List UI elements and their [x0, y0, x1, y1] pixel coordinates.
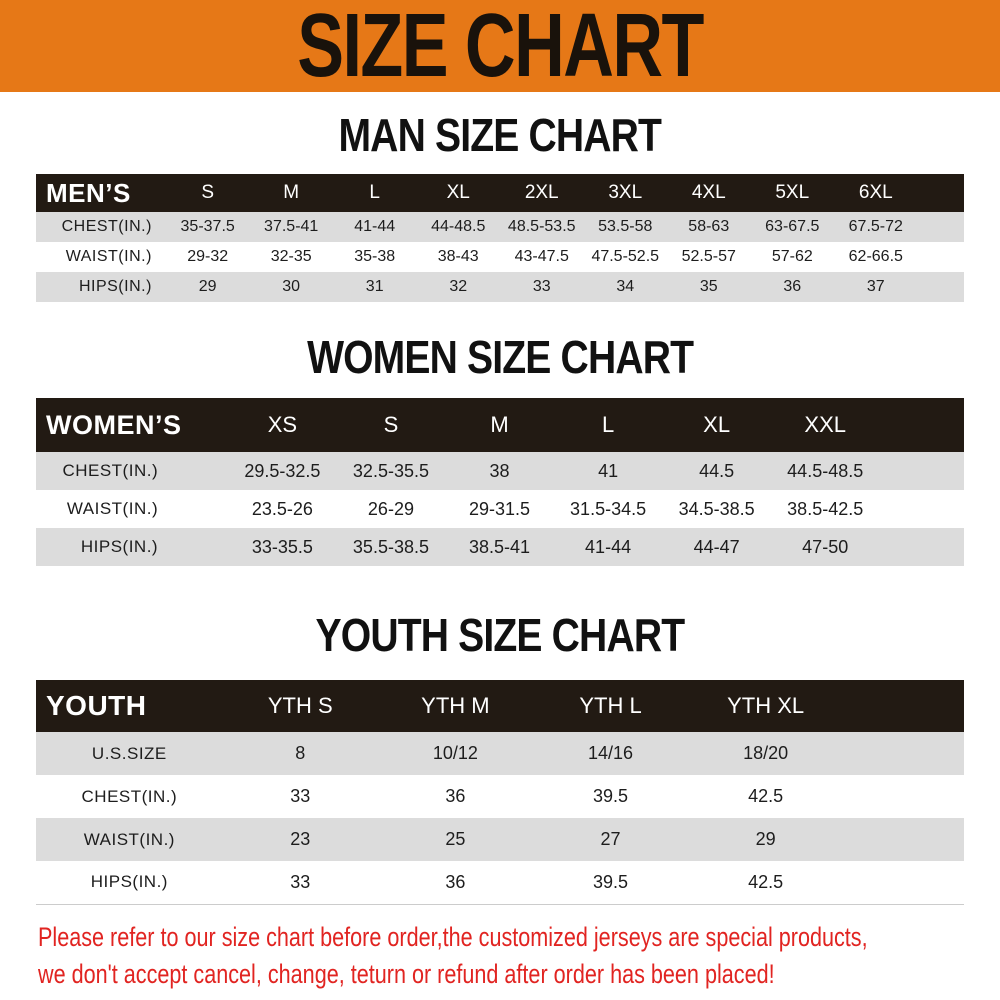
table-title-cell: WOMEN’S — [46, 409, 182, 440]
measurement-label-cell: CHEST(IN.) — [62, 461, 159, 480]
measurement-value-cell: 44-48.5 — [431, 218, 486, 235]
measurement-value-cell: 52.5-57 — [681, 248, 736, 265]
measurement-value-cell: 37 — [866, 278, 885, 295]
table-row — [36, 452, 964, 490]
measurement-value-cell: 23.5-26 — [251, 498, 313, 519]
measurement-value-cell: 41 — [598, 460, 619, 481]
measurement-value-cell: 29-31.5 — [468, 498, 531, 519]
measurement-value-cell: 33 — [290, 786, 311, 806]
spacer-cell — [843, 861, 964, 904]
measurement-value-cell: 63-67.5 — [765, 218, 820, 235]
spacer-cell — [843, 732, 964, 775]
measurement-value-cell: 42.5 — [748, 871, 784, 892]
measurement-value-cell: 39.5 — [592, 786, 629, 806]
size-column-header: XL — [446, 182, 470, 203]
measurement-value-cell: 38.5-41 — [468, 536, 531, 557]
measurement-value-cell: 36 — [445, 786, 466, 806]
spacer-cell — [918, 272, 964, 302]
disclaimer-line: Please refer to our size chart before order,the customized jerseys are special products, — [38, 921, 868, 952]
measurement-value-cell: 36 — [445, 871, 466, 892]
measurement-value-cell: 35-37.5 — [180, 218, 235, 235]
measurement-value-cell: 8 — [295, 743, 306, 763]
spacer-cell — [843, 680, 964, 732]
size-column-header: M — [283, 182, 300, 203]
measurement-value-cell: 38.5-42.5 — [787, 498, 864, 519]
size-column-header: YTH L — [579, 693, 642, 718]
size-column-header: XXL — [804, 412, 846, 437]
measurement-value-cell: 35.5-38.5 — [352, 536, 429, 557]
measurement-value-cell: 33-35.5 — [251, 536, 313, 557]
table-header-row — [36, 174, 964, 212]
size-column-header: YTH XL — [727, 693, 805, 718]
page-title: SIZE CHART — [297, 0, 703, 96]
measurement-value-cell: 34 — [616, 278, 635, 295]
measurement-value-cell: 25 — [445, 829, 466, 849]
man-section-heading — [0, 109, 1000, 161]
measurement-value-cell: 33 — [532, 278, 551, 295]
measurement-value-cell: 44.5-48.5 — [787, 460, 864, 481]
spacer-cell — [918, 212, 964, 242]
measurement-value-cell: 36 — [783, 278, 802, 295]
table-row — [36, 490, 964, 528]
measurement-value-cell: 44.5 — [699, 460, 735, 481]
measurement-value-cell: 33 — [290, 871, 311, 892]
table-row — [36, 775, 964, 818]
men-size-table — [36, 174, 964, 302]
spacer-cell — [879, 528, 964, 566]
youth-section-heading — [0, 609, 1000, 661]
measurement-label-cell: HIPS(IN.) — [90, 872, 168, 892]
size-column-header: 5XL — [775, 182, 810, 203]
measurement-value-cell: 47-50 — [802, 536, 849, 557]
measurement-label-cell: HIPS(IN.) — [78, 278, 152, 295]
measurement-label-cell: U.S.SIZE — [91, 743, 167, 763]
measurement-value-cell: 53.5-58 — [598, 218, 653, 235]
size-column-header: M — [490, 412, 509, 437]
measurement-label-cell: CHEST(IN.) — [61, 218, 152, 235]
measurement-value-cell: 41-44 — [354, 218, 396, 235]
measurement-value-cell: 43-47.5 — [514, 248, 569, 265]
measurement-value-cell: 18/20 — [743, 743, 789, 763]
size-column-header: YTH S — [267, 693, 333, 718]
measurement-value-cell: 38 — [489, 460, 510, 481]
man-section-heading-text: MAN SIZE CHART — [338, 109, 662, 161]
measurement-value-cell: 23 — [290, 829, 311, 849]
measurement-value-cell: 67.5-72 — [848, 218, 903, 235]
table-header-row — [36, 680, 964, 732]
measurement-value-cell: 62-66.5 — [848, 248, 903, 265]
measurement-value-cell: 14/16 — [587, 743, 634, 763]
table-row — [36, 212, 964, 242]
measurement-value-cell: 44-47 — [693, 536, 740, 557]
disclaimer-line: we don't accept cancel, change, teturn or refund after order has been placed! — [38, 958, 775, 989]
measurement-value-cell: 39.5 — [592, 871, 629, 892]
measurement-value-cell: 10/12 — [432, 743, 478, 763]
size-column-header: XL — [703, 412, 731, 437]
measurement-value-cell: 29 — [755, 829, 776, 849]
measurement-value-cell: 38-43 — [437, 248, 479, 265]
measurement-value-cell: 34.5-38.5 — [678, 498, 755, 519]
measurement-value-cell: 27 — [600, 829, 621, 849]
size-column-header: 3XL — [608, 182, 643, 203]
measurement-value-cell: 47.5-52.5 — [591, 248, 660, 265]
measurement-label-cell: CHEST(IN.) — [81, 786, 178, 806]
size-column-header: 6XL — [858, 182, 893, 203]
measurement-label-cell: HIPS(IN.) — [80, 537, 159, 556]
measurement-value-cell: 35 — [699, 278, 718, 295]
measurement-value-cell: 32-35 — [270, 248, 312, 265]
measurement-value-cell: 31 — [365, 278, 384, 295]
measurement-value-cell: 29.5-32.5 — [244, 460, 321, 481]
measurement-value-cell: 58-63 — [688, 218, 730, 235]
measurement-value-cell: 37.5-41 — [264, 218, 319, 235]
title-banner — [0, 0, 1000, 96]
size-column-header: S — [383, 412, 399, 437]
table-row — [36, 818, 964, 861]
measurement-value-cell: 30 — [282, 278, 301, 295]
measurement-value-cell: 31.5-34.5 — [570, 498, 647, 519]
table-row — [36, 732, 964, 775]
measurement-value-cell: 26-29 — [367, 498, 414, 519]
measurement-value-cell: 48.5-53.5 — [507, 218, 576, 235]
measurement-value-cell: 35-38 — [354, 248, 396, 265]
table-title-cell: YOUTH — [46, 690, 147, 721]
spacer-cell — [879, 452, 964, 490]
size-column-header: YTH M — [421, 693, 490, 718]
size-column-header: L — [369, 182, 380, 203]
spacer-cell — [843, 818, 964, 861]
women-section-heading-text: WOMEN SIZE CHART — [306, 331, 694, 383]
spacer-cell — [879, 490, 964, 528]
disclaimer-text — [0, 919, 1000, 993]
size-column-header: 4XL — [691, 182, 726, 203]
table-row — [36, 242, 964, 272]
measurement-value-cell: 42.5 — [748, 786, 784, 806]
table-row — [36, 528, 964, 566]
spacer-cell — [918, 174, 964, 212]
women-section-heading — [0, 331, 1000, 383]
table-title-cell: MEN’S — [46, 177, 131, 208]
spacer-cell — [879, 398, 964, 452]
size-column-header: L — [601, 412, 615, 437]
women-size-table — [36, 398, 964, 566]
measurement-value-cell: 57-62 — [771, 248, 813, 265]
measurement-value-cell: 32 — [449, 278, 468, 295]
size-column-header: XS — [267, 412, 298, 437]
measurement-value-cell: 41-44 — [585, 536, 632, 557]
table-row — [36, 272, 964, 302]
youth-section-heading-text: YOUTH SIZE CHART — [315, 609, 685, 661]
size-column-header: 2XL — [524, 182, 559, 203]
size-column-header: S — [201, 182, 214, 203]
youth-size-table — [36, 680, 964, 905]
measurement-label-cell: WAIST(IN.) — [66, 499, 159, 518]
table-row — [36, 861, 964, 904]
measurement-label-cell: WAIST(IN.) — [83, 829, 175, 849]
measurement-label-cell: WAIST(IN.) — [65, 248, 152, 265]
table-header-row — [36, 398, 964, 452]
measurement-value-cell: 29 — [198, 278, 217, 295]
spacer-cell — [843, 775, 964, 818]
measurement-value-cell: 29-32 — [187, 248, 229, 265]
measurement-value-cell: 32.5-35.5 — [352, 460, 429, 481]
spacer-cell — [918, 242, 964, 272]
